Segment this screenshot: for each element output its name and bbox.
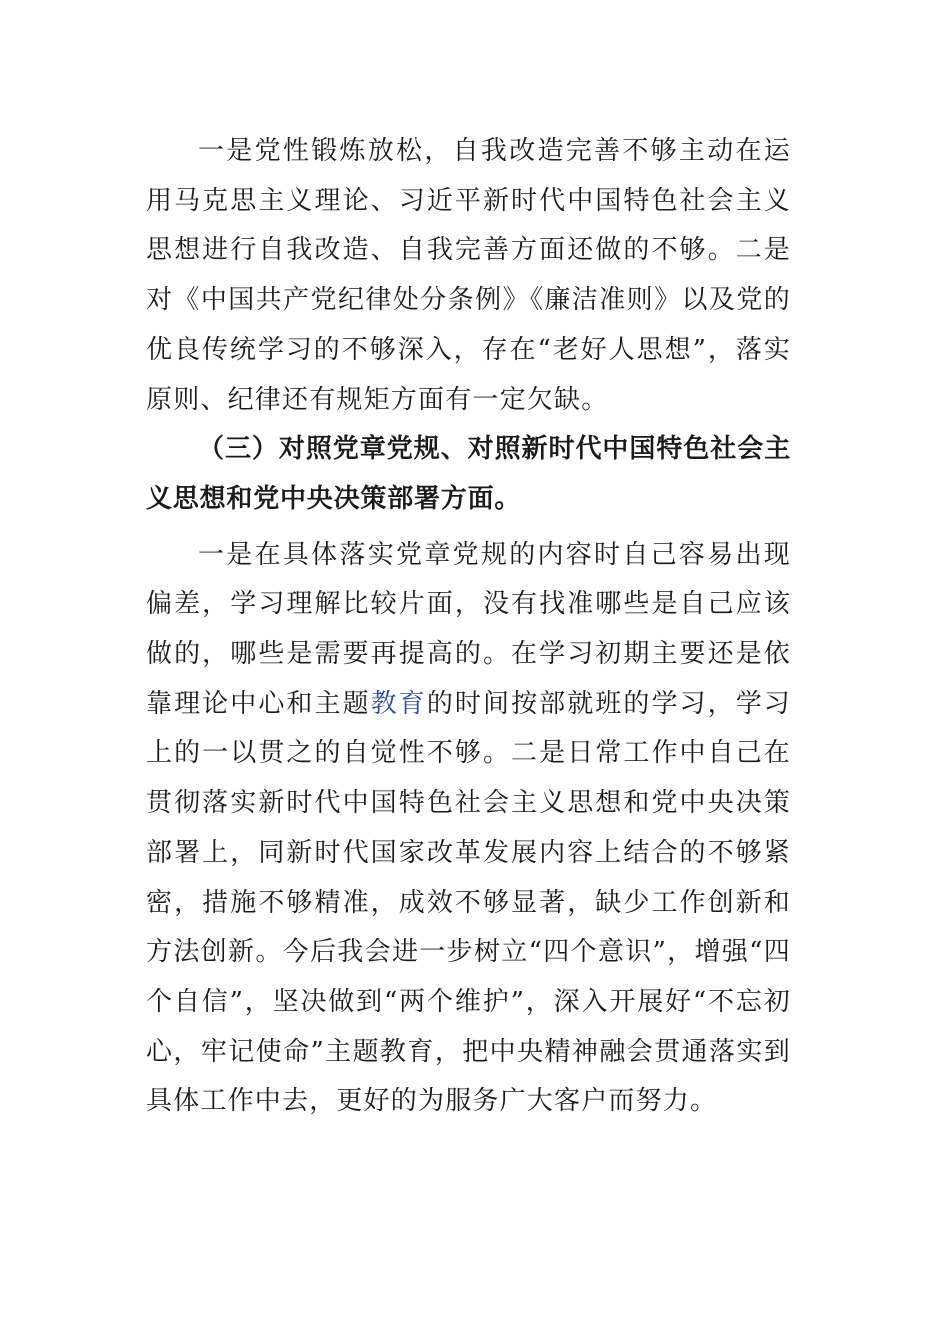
paragraph-party-constitution bbox=[146, 531, 791, 1127]
education-link[interactable]: 教育 bbox=[370, 688, 427, 719]
document-body bbox=[146, 127, 791, 1127]
paragraph-text-end: 的时间按部就班的学习，学习上的一以贯之的自觉性不够。二是日常工作中自己在贯彻落实新时代中国特色社会主义思想和党中央决策部署上，同新时代国家改革发展内容上结合的不够紧密，措施不够精准，成效不够显著，缺少工作创新和方法创新。今后我会进一步树立“四个意识”，增强“四个自信”，坚决做到“两个维护”，深入开展好“不忘初心，牢记使命”主题教育，把中央精神融会贯通落实到具体工作中去，更好的为服务广大客户而努力。 bbox=[146, 688, 791, 1117]
section-heading-3: （三）对照党章党规、对照新时代中国特色社会主义思想和党中央决策部署方面。 bbox=[146, 434, 791, 514]
paragraph-text-start: 一是在具体落实党章党规的内容时自己容易出现偏差，学习理解比较片面，没有找准哪些是自己应该做的，哪些是需要再提高的。在学习初期主要还是依靠理论中心和主题 bbox=[146, 539, 791, 719]
paragraph-party-discipline: 一是党性锻炼放松，自我改造完善不够主动在运用马克思主义理论、习近平新时代中国特色社会主义思想进行自我改造、自我完善方面还做的不够。二是对《中国共产党纪律处分条例》《廉洁准则》以及党的优良传统学习的不够深入，存在“老好人思想”，落实原则、纪律还有规矩方面有一定欠缺。 bbox=[146, 136, 791, 415]
